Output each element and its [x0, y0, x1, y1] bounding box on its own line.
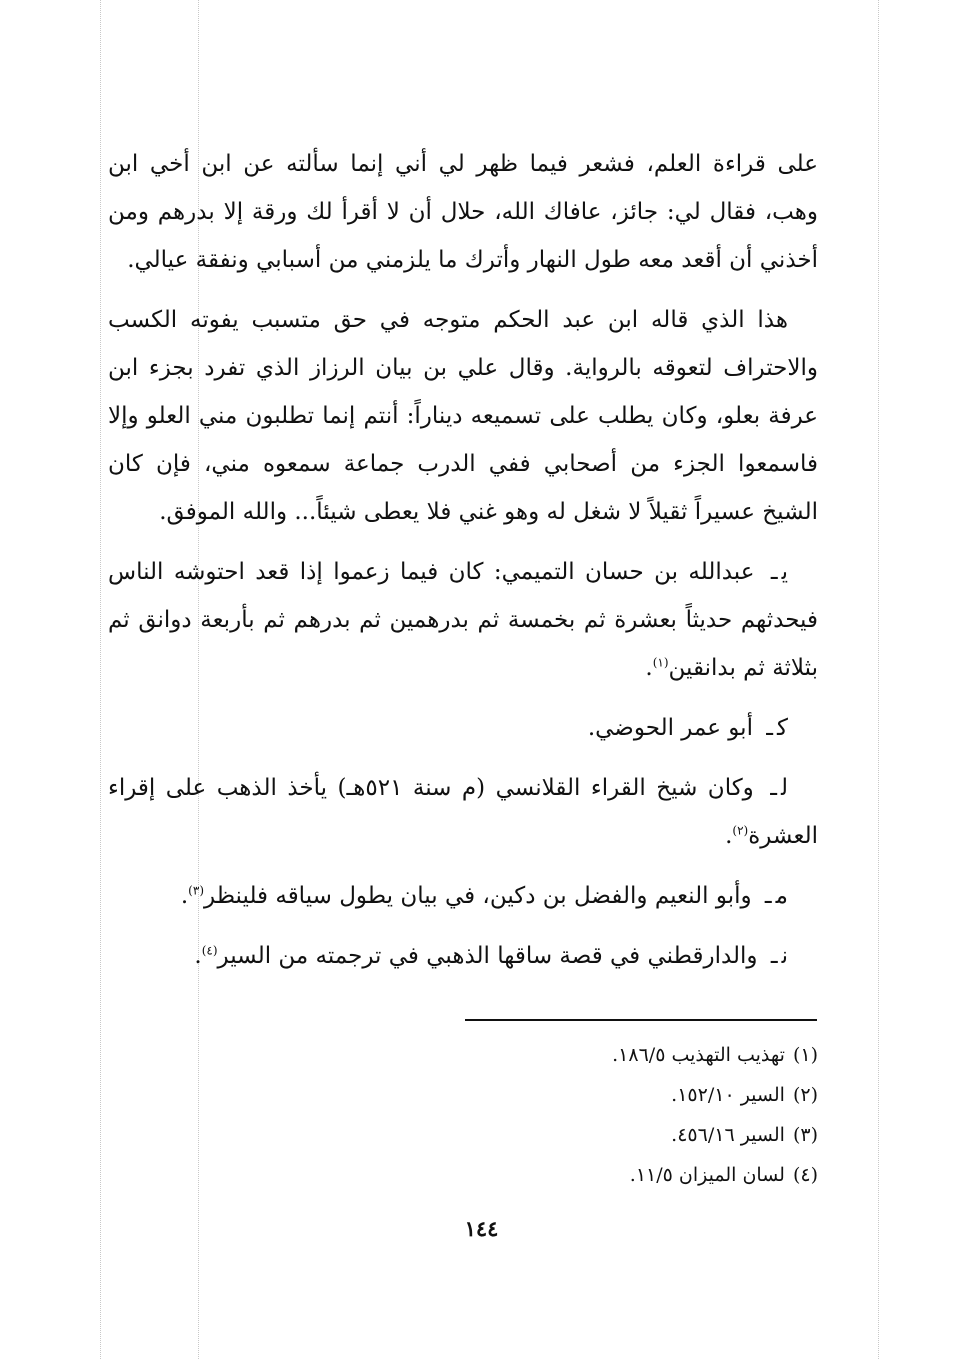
item-end: .	[587, 715, 596, 741]
footnote-ref[interactable]: (١)	[652, 655, 669, 670]
item-text: وأبو النعيم والفضل بن دكين، في بيان يطول سياقه فلينظر	[204, 883, 752, 909]
footnote-text: السير ١٥٢/١٠.	[671, 1084, 785, 1106]
footnote-text: لسان الميزان ١١/٥.	[629, 1164, 785, 1186]
footnote-number: (٣)	[792, 1124, 818, 1146]
item-dash: ـ	[770, 559, 778, 585]
item-letter: م	[775, 883, 788, 909]
footnote-text: تهذيب التهذيب ١٨٦/٥.	[612, 1044, 785, 1066]
list-item	[108, 872, 818, 920]
item-text: أبو عمر الحوضي	[595, 715, 753, 741]
item-letter: ي	[781, 559, 788, 585]
item-letter: ل	[780, 775, 788, 801]
page-body	[108, 140, 818, 992]
scan-dots-right	[878, 0, 879, 1359]
item-dash: ـ	[766, 715, 774, 741]
footnote-number: (٢)	[792, 1084, 818, 1106]
list-item	[108, 548, 818, 692]
footnote	[318, 1115, 818, 1155]
footnote-ref[interactable]: (٤)	[201, 943, 218, 958]
footnote	[318, 1155, 818, 1195]
footnote-ref[interactable]: (٢)	[732, 823, 749, 838]
item-end: .	[645, 655, 653, 681]
item-dash: ـ	[770, 943, 778, 969]
footnote	[318, 1035, 818, 1075]
footnote-number: (٤)	[792, 1164, 818, 1186]
item-dash: ـ	[764, 883, 772, 909]
footnote-ref[interactable]: (٣)	[188, 883, 204, 898]
page-number: ١٤٤	[464, 1216, 499, 1241]
list-item	[108, 932, 818, 980]
footnote-number: (١)	[792, 1044, 818, 1066]
item-end: .	[725, 823, 733, 849]
footnote	[318, 1075, 818, 1115]
list-item	[108, 764, 818, 860]
scan-dots-left	[100, 0, 101, 1359]
item-letter: ن	[781, 943, 788, 969]
paragraph: على قراءة العلم، فشعر فيما ظهر لي أني إنما سألته عن ابن أخي ابن وهب، فقال لي: جائز، عافاك الله، حلال أن لا أقرأ لك ورقة إلا بدرهم ومن أخذني أن أقعد معه طول النهار وأترك ما يلزمني من أسبابي ونفقة عيالي.	[108, 151, 818, 273]
item-text: والدارقطني في قصة ساقها الذهبي في ترجمته من السير	[217, 943, 758, 969]
item-dash: ـ	[770, 775, 777, 801]
item-letter: ك	[777, 715, 788, 741]
item-end: .	[194, 943, 202, 969]
item-text: وكان شيخ القراء القلانسي (م سنة ٥٢١هـ) يأخذ الذهب على إقراء العشرة	[108, 775, 818, 849]
item-end: .	[180, 883, 189, 909]
list-item	[108, 704, 818, 752]
paragraph: هذا الذي قاله ابن عبد الحكم متوجه في حق متسبب يفوته الكسب والاحتراف لتعوقه بالرواية. وقال علي بن بيان الرزاز الذي تفرد بجزء ابن عرفة بعلو، وكان يطلب على تسميعه ديناراً: أنتم إنما تطلبون مني العلو وإلا فاسمعوا الجزء من أصحابي ففي الدرب جماعة سمعوه مني، فإن كان الشيخ عسيراً ثقيلاً لا شغل له وهو غني فلا يعطى شيئاً... والله الموفق.	[108, 307, 818, 525]
footnote-text: السير ٤٥٦/١٦.	[671, 1124, 785, 1146]
footnotes	[318, 1035, 818, 1195]
item-text: عبدالله بن حسان التميمي: كان فيما زعموا إذا قعد احتوشه الناس فيحدثهم حديثاً بعشرة ثم بخمسة ثم بدرهمين ثم بدرهم ثم بأربعة دوانق ثم بثلاثة ثم بدانقين	[108, 559, 818, 681]
footnote-divider	[465, 1019, 817, 1021]
